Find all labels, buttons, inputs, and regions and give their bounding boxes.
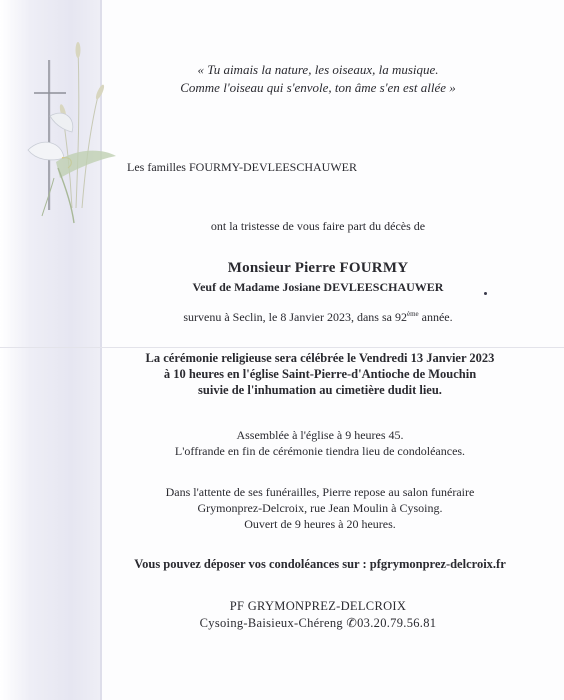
assembly-line-2: L'offrande en fin de cérémonie tiendra lieu de condoléances. [174,444,466,458]
funeral-home-contact: Cysoing-Baisieux-Chéreng ✆03.20.79.56.81 [199,616,437,630]
ceremony-line-2: à 10 heures en l'église Saint-Pierre-d'Antioche de Mouchin [163,367,477,381]
deceased-name: Monsieur Pierre FOURMY [227,260,409,276]
cross-lily-decoration-icon [16,38,126,228]
funeral-home-name: PF GRYMONPREZ-DELCROIX [229,599,407,613]
death-details-suffix: année. [418,310,453,324]
rest-line-2: Grymonprez-Delcroix, rue Jean Moulin à Cysoing. [197,501,443,515]
quote-line-1: « Tu aimais la nature, les oiseaux, la musique. [197,62,439,77]
families-line: Les familles FOURMY-DEVLEESCHAUWER [127,160,357,174]
condolences-line: Vous pouvez déposer vos condoléances sur : pfgrymonprez-delcroix.fr [134,557,506,571]
announcement-line: ont la tristesse de vous faire part du décès de [210,219,426,233]
ceremony-line-1: La cérémonie religieuse sera célébrée le Vendredi 13 Janvier 2023 [145,351,495,365]
fold-line [0,347,564,348]
deceased-spouse: Veuf de Madame Josiane DEVLEESCHAUWER [192,280,444,294]
assembly-line-1: Assemblée à l'église à 9 heures 45. [236,428,404,442]
ceremony-line-3: suivie de l'inhumation au cimetière dudit lieu. [198,383,442,397]
quote-line-2: Comme l'oiseau qui s'envole, ton âme s'en est allée » [180,80,456,95]
death-ordinal: ème [406,310,419,318]
death-details-prefix: survenu à Seclin, le 8 Janvier 2023, dans sa 92 [183,310,407,324]
death-details [118,310,518,325]
rest-line-3: Ouvert de 9 heures à 20 heures. [244,517,396,531]
rest-line-1: Dans l'attente de ses funérailles, Pierre repose au salon funéraire [165,485,475,499]
